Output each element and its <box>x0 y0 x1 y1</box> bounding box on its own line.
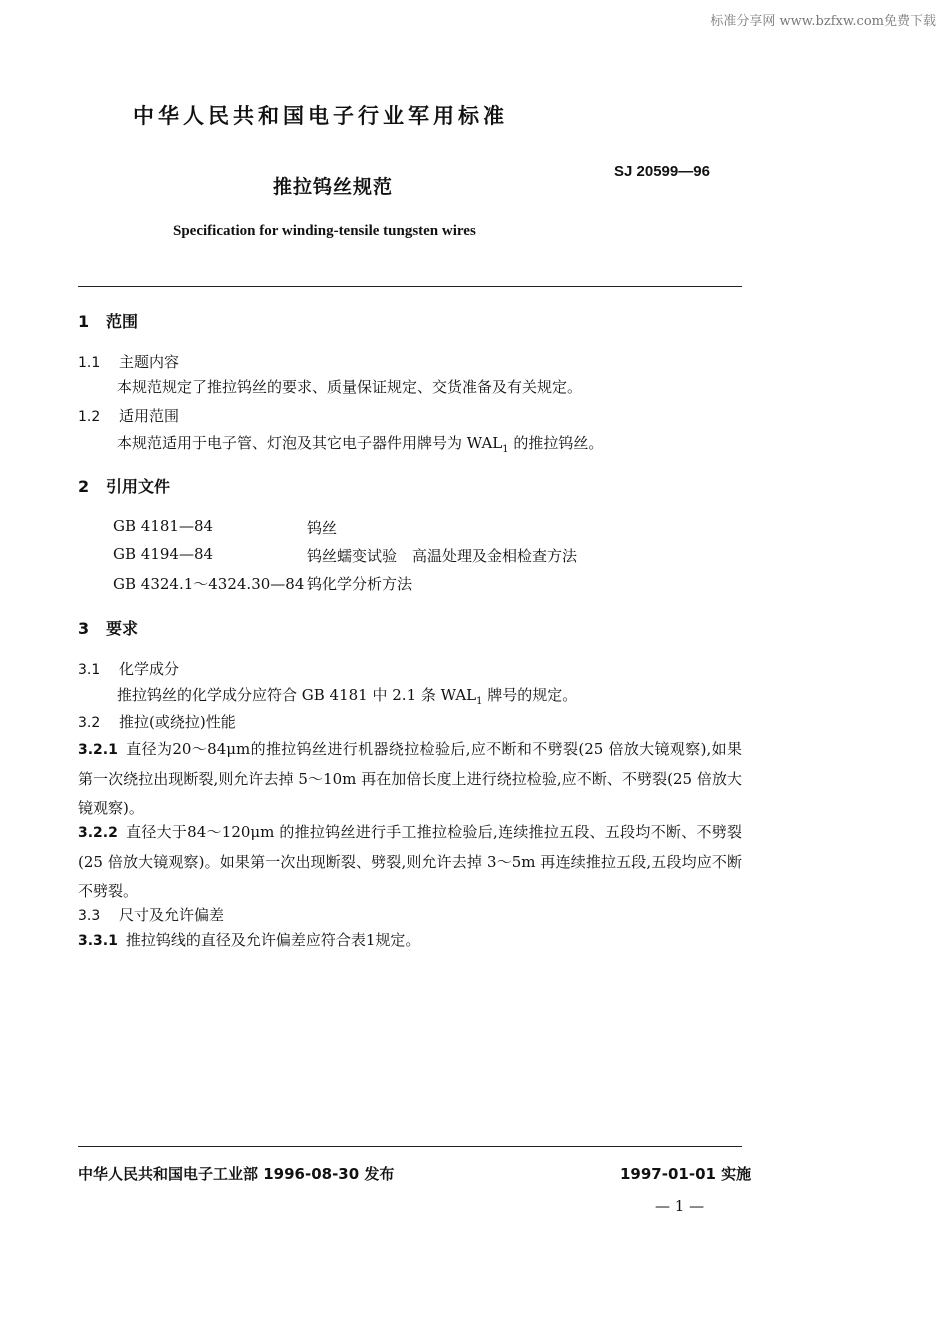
section-3-2-heading: 3.2 推拉(或绕拉)性能 <box>78 713 236 731</box>
effective-date: 1997-01-01 实施 <box>620 1165 752 1183</box>
reference-code: GB 4324.1～4324.30—84 <box>113 575 305 593</box>
reference-title: 钨化学分析方法 <box>307 575 413 593</box>
section-1-1-heading: 1.1 主题内容 <box>78 353 180 371</box>
reference-title: 钨丝 <box>307 519 338 537</box>
standard-organization: 中华人民共和国电子行业军用标准 <box>133 104 508 128</box>
reference-title: 钨丝蠕变试验 高温处理及金相检查方法 <box>307 547 578 565</box>
section-3-1-text: 推拉钨丝的化学成分应符合 GB 4181 中 2.1 条 $WAL_1$ 牌号的规定。 <box>117 686 578 707</box>
section-1-2-text: 本规范适用于电子管、灯泡及其它电子器件用牌号为 $WAL_1$ 的推拉钨丝。 <box>117 434 604 455</box>
section-1-1-text: 本规范规定了推拉钨丝的要求、质量保证规定、交货准备及有关规定。 <box>117 378 583 396</box>
section-3-1-heading: 3.1 化学成分 <box>78 660 180 678</box>
reference-code: GB 4181—84 <box>113 517 214 535</box>
document-code: SJ 20599—96 <box>614 163 710 180</box>
page-number: — 1 — <box>655 1197 705 1215</box>
section-3-3-heading: 3.3 尺寸及允许偏差 <box>78 906 225 924</box>
section-2-heading: 2 引用文件 <box>78 477 171 496</box>
section-1-2-heading: 1.2 适用范围 <box>78 407 180 425</box>
section-3-2-1-paragraph: 3.2.1 直径为20～84μm的推拉钨丝进行机器绕拉检验后,应不断和不劈裂(25 倍放大镜观察),如果第一次绕拉出现断裂,则允许去掉 5～10m 再在加倍长度上进行绕拉检验,应不断、不劈裂(25 倍放大镜观察)。 <box>78 740 742 817</box>
section-3-2-2-paragraph: 3.2.2 直径大于84～120μm 的推拉钨丝进行手工推拉检验后,连续推拉五段、五段均不断、不劈裂(25 倍放大镜观察)。如果第一次出现断裂、劈裂,则允许去掉 3～5m 再连续推拉五段,五段均应不断不劈裂。 <box>78 823 742 900</box>
section-1-heading: 1 范围 <box>78 312 139 331</box>
reference-code: GB 4194—84 <box>113 545 214 563</box>
section-3-3-1-paragraph: 3.3.1 推拉钨线的直径及允许偏差应符合表1规定。 <box>78 931 421 949</box>
watermark-text: 标准分享网 www.bzfxw.com免费下载 <box>710 14 936 29</box>
section-3-heading: 3 要求 <box>78 619 139 638</box>
header-divider <box>78 286 742 287</box>
footer-divider <box>78 1146 742 1147</box>
document-title: 推拉钨丝规范 <box>273 176 394 198</box>
document-title-english: Specification for winding-tensile tungsten wires <box>173 223 476 239</box>
issuer-line: 中华人民共和国电子工业部 1996-08-30 发布 <box>78 1165 395 1183</box>
